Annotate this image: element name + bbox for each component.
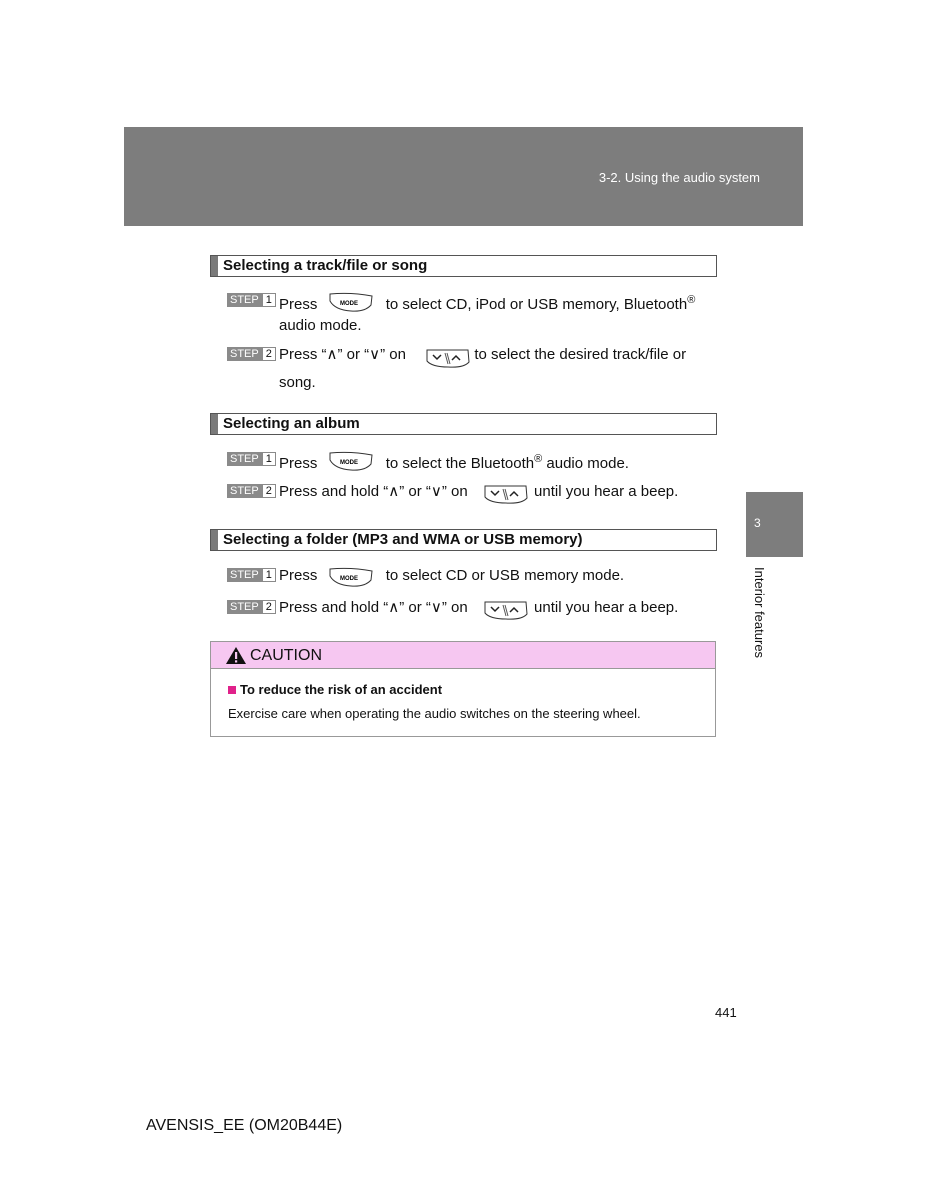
step-row [227,565,714,589]
up-down-switch-icon [424,346,472,370]
step-text-after: to select the desired track/file or [474,346,687,363]
section-title: Selecting an album [223,415,360,432]
section-title: Selecting a track/file or song [223,257,428,274]
chapter-label: Interior features [752,567,767,659]
step-text-after: until you hear a beep. [534,599,679,616]
heading-bar [211,530,218,550]
step-row [227,481,714,505]
warning-triangle-icon [225,646,247,665]
step-text-after: to select CD or USB memory mode. [385,567,625,584]
step-text-after: to select the Bluetooth [385,455,535,472]
header-band [124,127,803,226]
chapter-tab [746,492,803,557]
step-badge: STEP 2 [227,600,276,614]
up-down-switch-icon [482,482,530,506]
caution-body: Exercise care when operating the audio switches on the steering wheel. [228,706,641,721]
step-badge: STEP 1 [227,293,276,307]
svg-text:MODE: MODE [340,301,358,307]
step-badge: STEP 1 [227,568,276,582]
mode-button-icon [327,291,375,313]
step-text-before: Press “∧” or “∨” on [279,346,406,363]
caution-box [210,641,716,737]
bullet-square-icon [228,686,236,694]
step-badge: STEP 2 [227,484,276,498]
heading-bar [211,256,218,276]
registered-mark: ® [687,294,696,306]
step-text-before: Press [279,455,318,472]
chapter-number: 3 [754,516,761,530]
step-text-before: Press and hold “∧” or “∨” on [279,483,468,500]
mode-button-icon [327,566,375,588]
caution-header [211,642,715,669]
step-row [227,597,714,621]
document-code: AVENSIS_EE (OM20B44E) [146,1117,343,1134]
mode-button-icon [327,450,375,472]
section-heading-album [210,413,717,435]
registered-mark: ® [534,453,543,465]
step-row [227,344,714,391]
heading-bar [211,414,218,434]
step-text-after: to select CD, iPod or USB memory, Bluetooth [385,296,688,313]
svg-text:MODE: MODE [340,460,358,466]
step-row [227,290,714,334]
step-badge: STEP 2 [227,347,276,361]
section-heading-folder [210,529,717,551]
step-badge: STEP 1 [227,452,276,466]
step-text-before: Press [279,567,318,584]
step-row [227,449,714,473]
caution-title: CAUTION [250,647,322,664]
step-text-before: Press and hold “∧” or “∨” on [279,599,468,616]
step-text-before: Press [279,296,318,313]
up-down-switch-icon [482,598,530,622]
step-text-continued: song. [279,374,316,391]
section-heading-track [210,255,717,277]
section-title: Selecting a folder (MP3 and WMA or USB memory) [223,531,583,548]
chapter-title: 3-2. Using the audio system [598,170,760,185]
step-text-after-2: audio mode. [542,455,629,472]
page-number: 441 [715,1005,737,1020]
caution-subtitle: To reduce the risk of an accident [240,682,443,697]
svg-text:MODE: MODE [340,576,358,582]
step-text-after: until you hear a beep. [534,483,679,500]
step-text-continued: audio mode. [279,317,362,334]
